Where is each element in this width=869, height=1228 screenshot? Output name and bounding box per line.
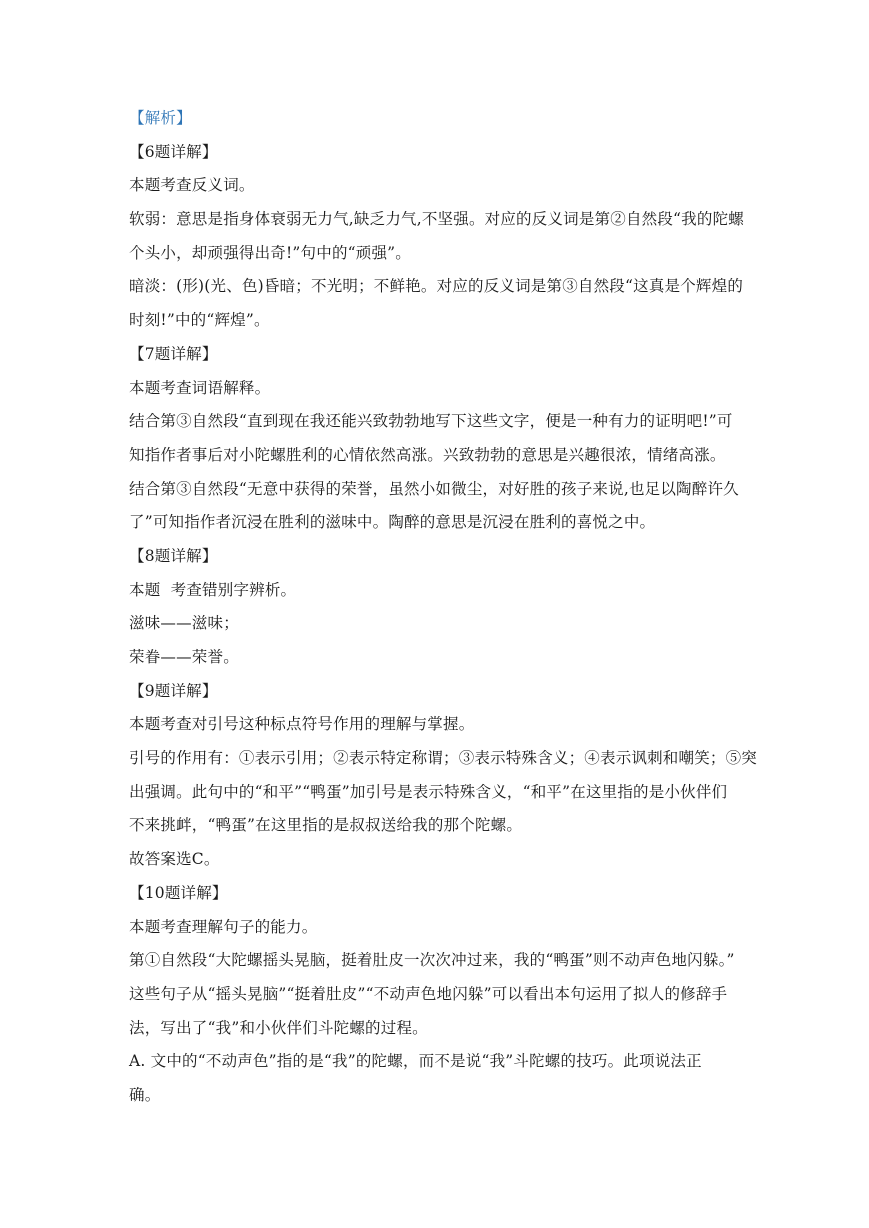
section-heading-q10: 【10题详解】 xyxy=(129,883,228,902)
paragraph-line: 不来挑衅，“鸭蛋”在这里指的是叔叔送给我的那个陀螺。 xyxy=(129,816,523,835)
paragraph-line: 本题 考查错别字辨析。 xyxy=(129,580,297,599)
section-heading-q9: 【9题详解】 xyxy=(129,681,218,700)
analysis-heading: 【解析】 xyxy=(129,109,192,127)
paragraph-line: 结合第③自然段“直到现在我还能兴致勃勃地写下这些文字，便是一种有力的证明吧!”可 xyxy=(129,412,733,431)
paragraph-line: A. 文中的“不动声色”指的是“我”的陀螺，而不是说“我”斗陀螺的技巧。此项说法正 xyxy=(129,1052,702,1071)
section-heading-q7: 【7题详解】 xyxy=(129,344,218,363)
paragraph-line: 这些句子从“摇头晃脑”“挺着肚皮”“不动声色地闪躲”可以看出本句运用了拟人的修辞手 xyxy=(129,984,728,1003)
paragraph-line: 法，写出了“我”和小伙伴们斗陀螺的过程。 xyxy=(129,1018,428,1037)
section-heading-q6: 【6题详解】 xyxy=(129,142,218,161)
paragraph-line: 确。 xyxy=(129,1085,161,1104)
paragraph-line: 个头小，却顽强得出奇!”句中的“顽强”。 xyxy=(129,243,412,262)
paragraph-line: 荣眷——荣誉。 xyxy=(129,648,239,666)
paragraph-line: 第①自然段“大陀螺摇头晃脑，挺着肚皮一次次冲过来，我的“鸭蛋”则不动声色地闪躲。” xyxy=(129,951,735,970)
paragraph-line: 出强调。此句中的“和平”“鸭蛋”加引号是表示特殊含义，“和平”在这里指的是小伙伴们 xyxy=(129,782,728,801)
paragraph-line: 了”可知指作者沉浸在胜利的滋味中。陶醉的意思是沉浸在胜利的喜悦之中。 xyxy=(129,513,656,532)
paragraph-line: 本题考查词语解释。 xyxy=(129,378,271,397)
paragraph-line: 暗淡：(形)(光、色)昏暗；不光明；不鲜艳。对应的反义词是第③自然段“这真是个辉煌的 xyxy=(129,277,744,296)
paragraph-line: 本题考查理解句子的能力。 xyxy=(129,917,318,936)
paragraph-line: 结合第③自然段“无意中获得的荣誉，虽然小如微尘，对好胜的孩子来说,也足以陶醉许久 xyxy=(129,479,739,498)
paragraph-line: 软弱：意思是指身体衰弱无力气,缺乏力气,不坚强。对应的反义词是第②自然段“我的陀螺 xyxy=(129,210,744,229)
paragraph-line: 时刻!”中的“辉煌”。 xyxy=(129,311,270,330)
paragraph-line: 滋味——滋味； xyxy=(129,614,239,633)
paragraph-line: 知指作者事后对小陀螺胜利的心情依然高涨。兴致勃勃的意思是兴趣很浓，情绪高涨。 xyxy=(129,445,726,464)
paragraph-line: 引号的作用有：①表示引用；②表示特定称谓；③表示特殊含义；④表示讽刺和嘲笑；⑤突 xyxy=(129,749,758,768)
paragraph-line: 本题考查对引号这种标点符号作用的理解与掌握。 xyxy=(129,715,475,734)
paragraph-line: 故答案选C。 xyxy=(129,850,220,869)
section-heading-q8: 【8题详解】 xyxy=(129,546,218,565)
paragraph-line: 本题考查反义词。 xyxy=(129,176,255,195)
